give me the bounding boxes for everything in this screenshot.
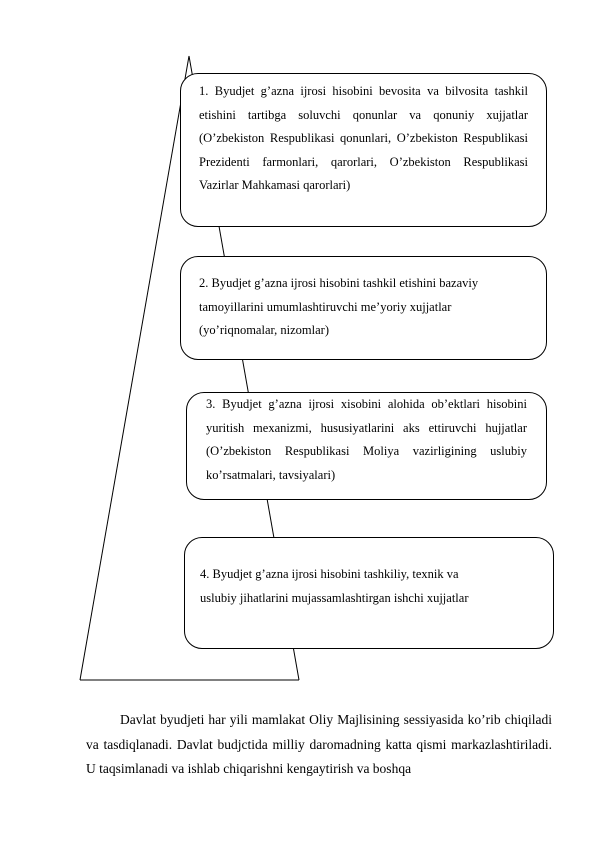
level-1-text: 1. Byudjet g’azna ijrosi hisobini bevosita va bilvosita tashkil etishini tartibga soluvchi qonunlar va qonuniy xujjatlar (O’zbekiston Respublikasi qonunlari, O’zbekiston Respublikasi Prezidenti farmonlari, qarorlari, O’zbekiston Respublikasi Vazirlar Mahkamasi qarorlari) [199, 84, 528, 192]
level-2-line: tamoyillarini umumlashtiruvchi me’yoriy xujjatlar [199, 299, 452, 314]
level-3-box [186, 392, 547, 500]
body-paragraph: Davlat byudjeti har yili mamlakat Oliy Majlisining sessiyasida ko’rib chiqiladi va tasdiqlanadi. Davlat budjctida milliy daromadning katta qismi markazlashtiriladi. U taqsimlanadi va ishlab chiqarishni kengaytirish va boshqa [86, 712, 552, 776]
level-4-box [184, 537, 554, 649]
level-1-box [180, 73, 547, 227]
level-4-line: uslubiy jihatlarini mujassamlashtirgan ishchi xujjatlar [200, 590, 469, 605]
level-2-line: 2. Byudjet g’azna ijrosi hisobini tashkil etishini bazaviy [199, 276, 479, 290]
level-4-text [200, 563, 540, 610]
level-2-text [199, 272, 539, 343]
pyramid-left-edge [80, 56, 189, 680]
level-2-box [180, 256, 547, 360]
level-2-line: (yo’riqnomalar, nizomlar) [199, 323, 330, 337]
level-3-text: 3. Byudjet g’azna ijrosi xisobini alohida ob’ektlari hisobini yuritish mexanizmi, hususiyatlarini aks ettiruvchi hujjatlar (O’zbekiston Respublikasi Moliya vazirligining uslubiy ko’rsatmalari, tavsiyalari) [206, 397, 527, 482]
level-4-line: 4. Byudjet g’azna ijrosi hisobini tashkiliy, texnik va [200, 567, 459, 581]
